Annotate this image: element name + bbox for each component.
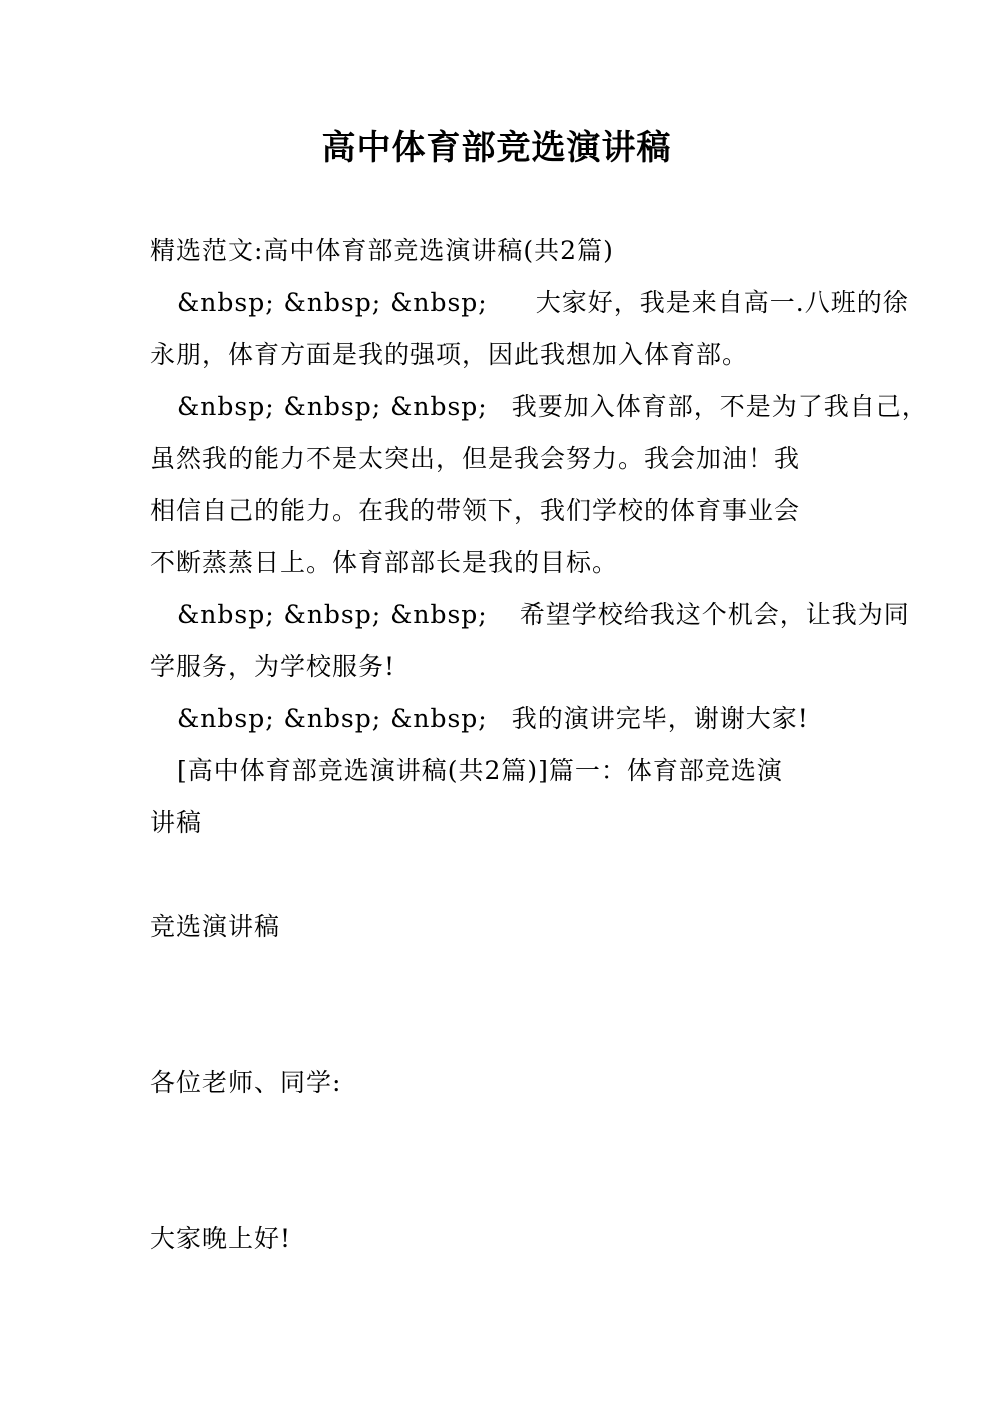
paragraph-2-text: 我要加入体育部，不是为了我自己， — [511, 392, 928, 421]
section-heading-line-2: 讲稿 — [150, 808, 203, 837]
paragraph-2-line-1 — [177, 390, 928, 424]
paragraph-3-prefix: &nbsp; &nbsp; &nbsp; — [177, 600, 488, 629]
paragraph-3-line-1 — [177, 598, 910, 632]
paragraph-2-line-3: 相信自己的能力。在我的带领下，我们学校的体育事业会 — [150, 496, 801, 525]
greeting: 大家晚上好! — [150, 1224, 292, 1253]
paragraph-1-prefix: &nbsp; &nbsp; &nbsp; — [177, 288, 488, 317]
subheading: 竞选演讲稿 — [150, 912, 281, 941]
paragraph-4-line-1 — [177, 702, 809, 736]
paragraph-1-text: 大家好，我是来自高一.八班的徐 — [535, 288, 909, 317]
paragraph-2-prefix: &nbsp; &nbsp; &nbsp; — [177, 392, 488, 421]
paragraph-4-prefix: &nbsp; &nbsp; &nbsp; — [177, 704, 488, 733]
paragraph-2-line-2: 虽然我的能力不是太突出，但是我会努力。我会加油！我 — [150, 444, 801, 473]
paragraph-1-line-2: 永朋，体育方面是我的强项，因此我想加入体育部。 — [150, 340, 749, 369]
paragraph-3-line-2: 学服务，为学校服务! — [150, 652, 396, 681]
paragraph-4-text: 我的演讲完毕，谢谢大家! — [511, 704, 809, 733]
section-heading-line-1: [高中体育部竞选演讲稿(共2篇)]篇一：体育部竞选演 — [177, 756, 783, 785]
page-title: 高中体育部竞选演讲稿 — [321, 128, 672, 168]
intro-line: 精选范文:高中体育部竞选演讲稿(共2篇) — [150, 236, 614, 265]
salutation: 各位老师、同学: — [150, 1068, 342, 1097]
paragraph-2-line-4: 不断蒸蒸日上。体育部部长是我的目标。 — [150, 548, 619, 577]
paragraph-3-text: 希望学校给我这个机会，让我为同 — [519, 600, 910, 629]
paragraph-1-line-1 — [177, 286, 909, 320]
